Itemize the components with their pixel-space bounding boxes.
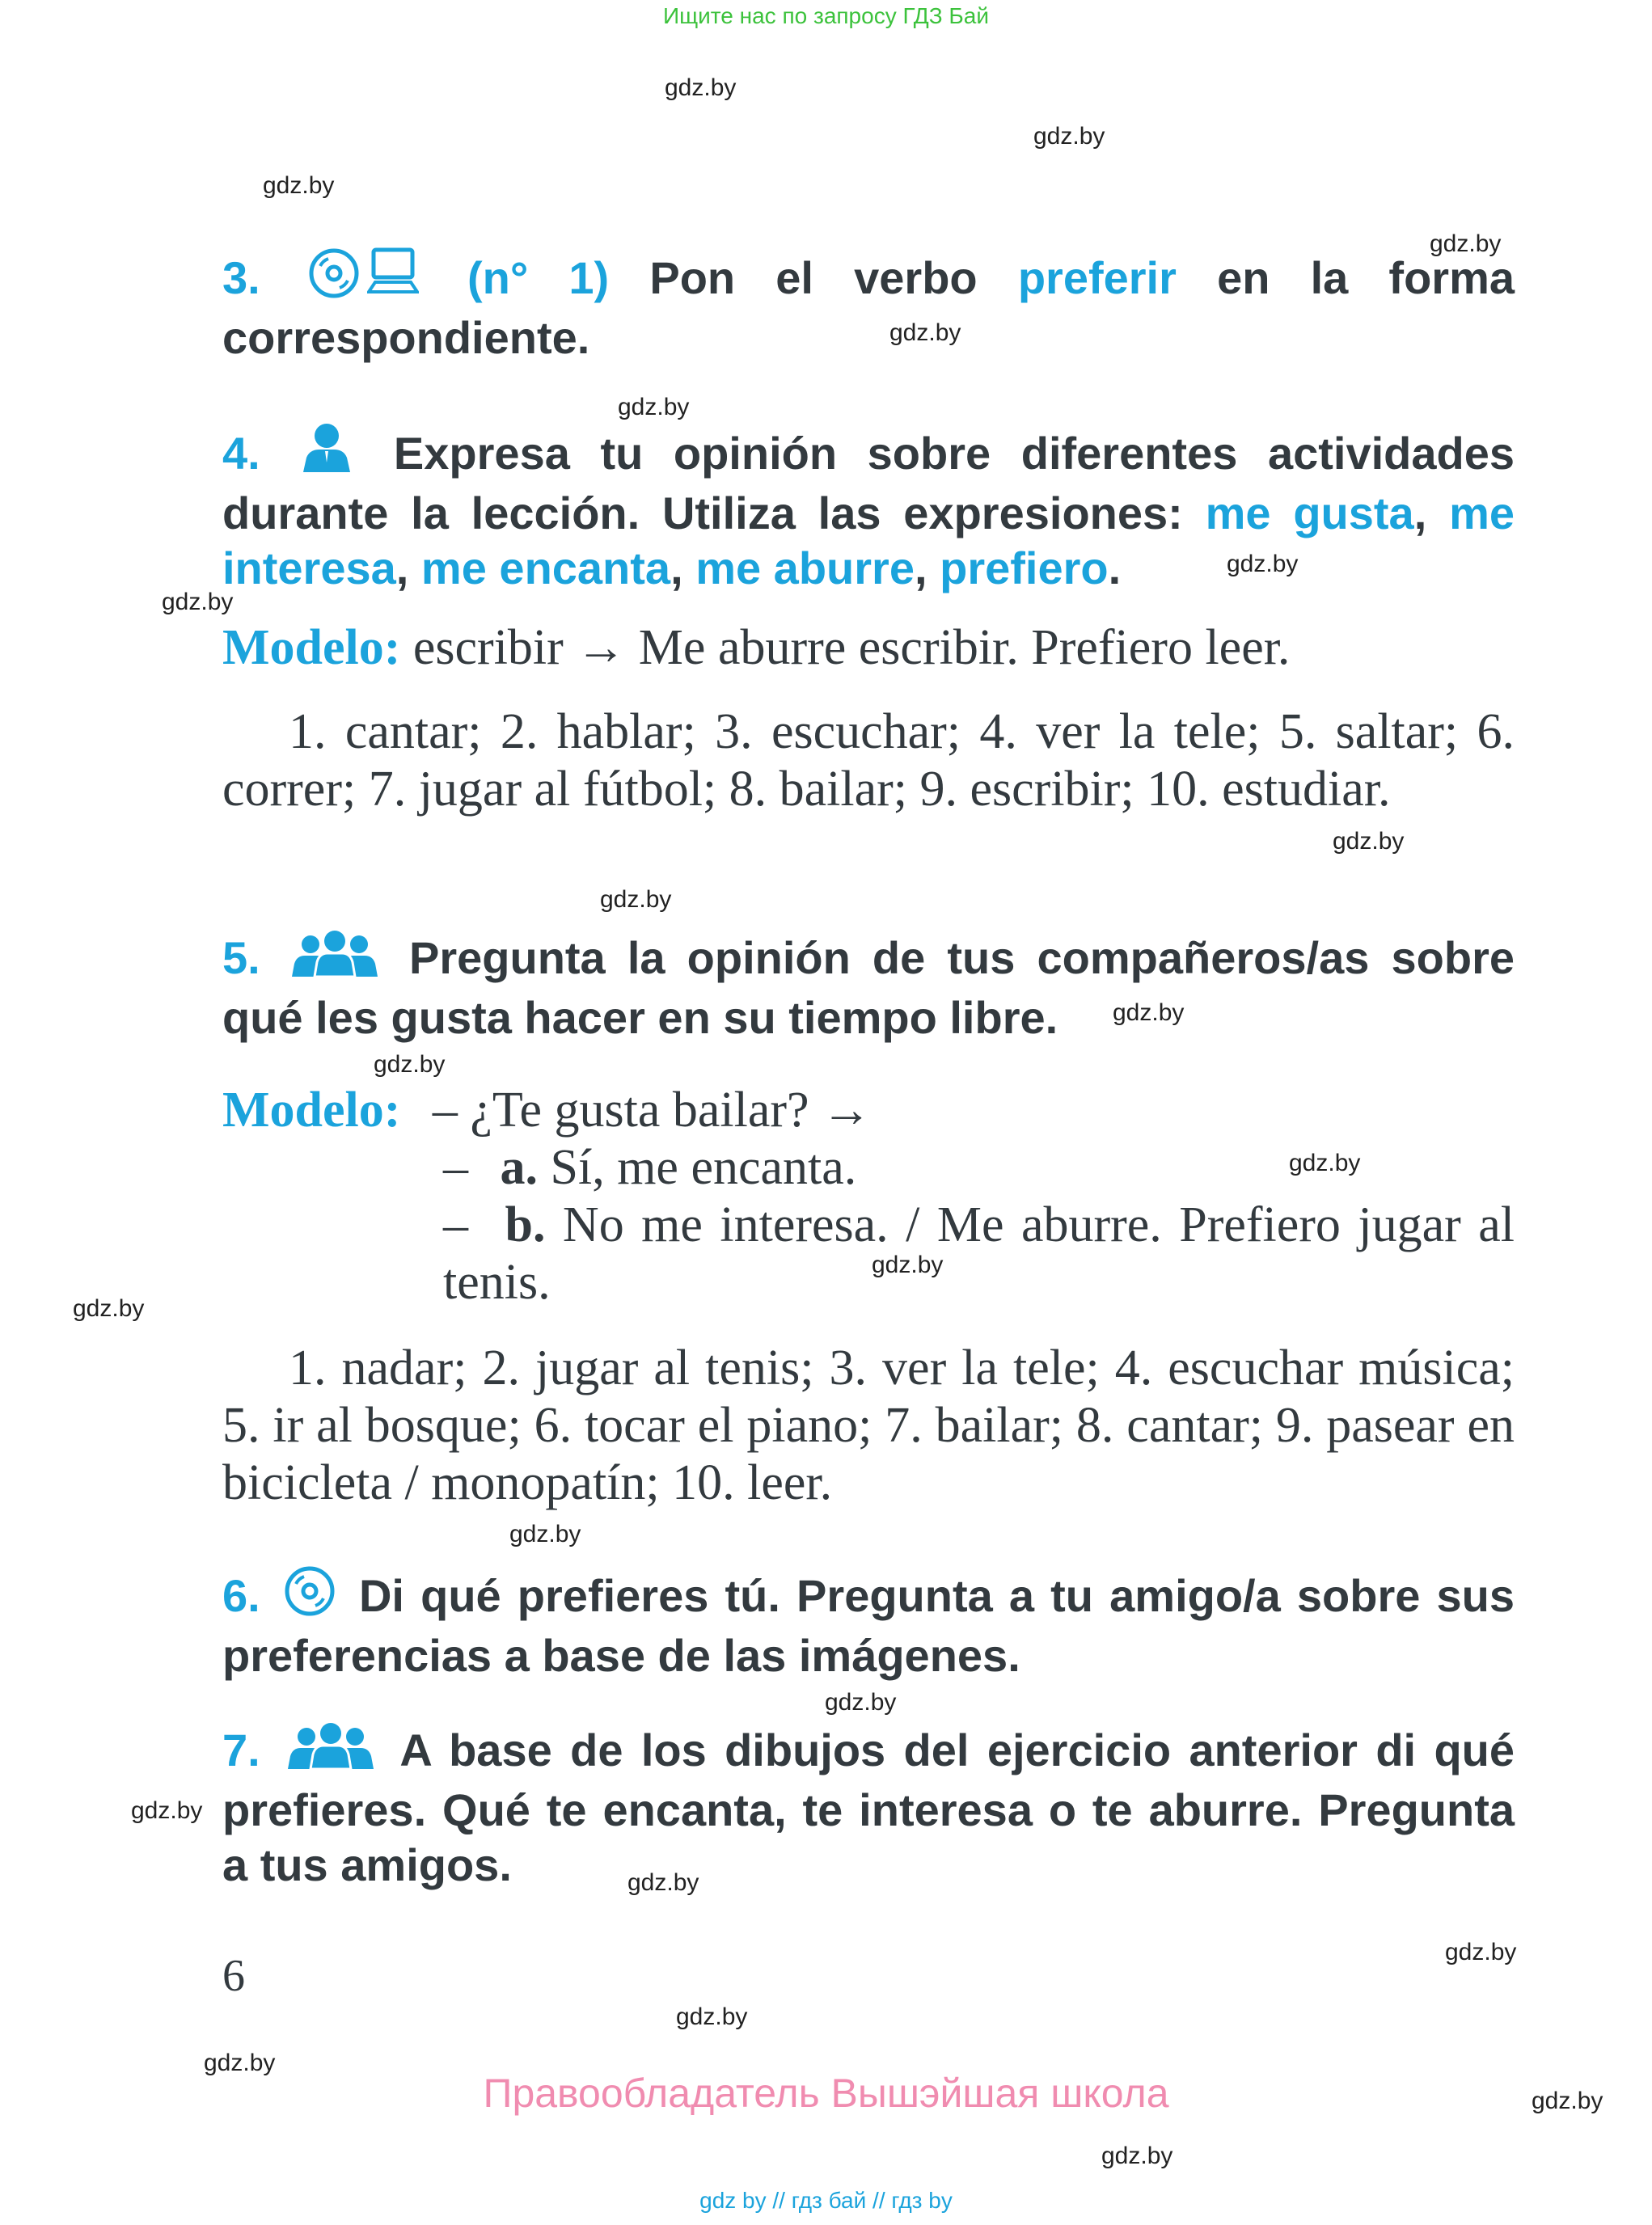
exercise-number: 4. [222,428,260,479]
watermark: gdz.by [1430,230,1502,257]
watermark: gdz.by [1532,2088,1603,2114]
watermark: gdz.by [627,1869,699,1896]
modelo-label: Modelo: [222,620,401,675]
items-ex5: 1. nadar; 2. jugar al tenis; 3. ver la tele; 4. escuchar música; 5. ir al bosque; 6. tocar el piano; 7. bailar; 8. cantar; 9. pasear en bicicleta / monopatín; 10. leer. [222,1340,1515,1510]
watermark: gdz.by [889,319,961,346]
watermark: gdz.by [374,1051,446,1078]
copyright-notice: Правообладатель Вышэйшая школа [483,2071,1169,2116]
exercise-ref: (n° 1) [467,252,610,303]
dialog-dash: – [443,1197,468,1252]
watermark: gdz.by [1227,551,1299,577]
expression: me encanta [420,543,671,593]
footer-links[interactable]: gdz by // гдз бай // гдз by [699,2188,953,2213]
modelo-ex5 [222,1082,872,1139]
modelo-text: escribir → Me aburre escribir. Prefiero leer. [412,620,1291,675]
expression: me aburre [695,543,915,593]
dialog-text: No me interesa. / Me aburre. Prefiero jugar al tenis. [443,1197,1515,1310]
expression: prefiero [940,543,1109,593]
watermark: gdz.by [1445,1939,1517,1965]
watermark: gdz.by [618,394,690,420]
dialog-dash: – [443,1140,468,1195]
watermark: gdz.by [73,1295,145,1322]
expression: me interesa [222,488,1515,593]
dialog-text: Sí, me encanta. [550,1140,857,1195]
exercise-3 [222,247,1515,365]
watermark: gdz.by [509,1521,581,1547]
page-number: 6 [222,1951,245,2001]
exercise-5 [222,930,1515,1045]
watermark: gdz.by [131,1797,203,1824]
instruction-text: Expresa tu opinión sobre diferentes actividades durante la lección. Utiliza las expresiones: [222,428,1515,538]
instruction-text: Pon el verbo [649,252,978,303]
modelo-ex4 [222,619,1515,677]
audio-disc-icon [285,1566,335,1628]
watermark: gdz.by [204,2050,276,2076]
group-icon [286,1722,375,1783]
dialog-line-b [443,1197,1515,1311]
person-icon [298,422,355,486]
exercise-6 [222,1566,1515,1683]
answer-letter: a. [500,1140,538,1195]
group-icon [290,930,379,990]
watermark: gdz.by [1101,2143,1173,2169]
watermark: gdz.by [1289,1150,1361,1176]
watermark: gdz.by [600,886,672,913]
exercise-number: 5. [222,932,260,983]
answer-letter: b. [505,1197,546,1252]
audio-disc-icon [309,248,359,310]
items-ex4: 1. cantar; 2. hablar; 3. escuchar; 4. ver la tele; 5. saltar; 6. correr; 7. jugar al fútbol; 8. bailar; 9. escribir; 10. estudiar. [222,704,1515,817]
watermark: gdz.by [665,74,737,101]
modelo-label: Modelo: [222,1083,401,1138]
watermark: gdz.by [825,1689,897,1716]
instruction-text: en la forma correspondiente. [222,252,1515,363]
watermark: gdz.by [263,172,335,199]
computer-icon [367,247,419,310]
exercise-7 [222,1722,1515,1893]
expression: me gusta [1205,488,1414,538]
highlight-verb: preferir [1017,252,1177,303]
dialog-line-a [443,1139,856,1197]
dialog-line: – ¿Te gusta bailar? → [432,1083,872,1138]
exercise-number: 7. [222,1725,260,1775]
watermark: gdz.by [1113,999,1185,1026]
watermark: gdz.by [1033,123,1105,150]
exercise-4: 4. Expresa tu opinión sobre diferentes actividades durante la lección. Utiliza las expresiones: me gusta, me interesa, me encanta, me aburre, prefiero. [222,422,1515,596]
instruction-text: A base de los dibujos del ejercicio anterior di qué prefieres. Qué te encanta, te interesa o te aburre. Pregunta a tus amigos. [222,1725,1515,1890]
watermark: gdz.by [872,1252,944,1278]
instruction-text: Pregunta la opinión de tus compañeros/as sobre qué les gusta hacer en su tiempo libre. [222,932,1515,1043]
exercise-number: 6. [222,1570,260,1621]
instruction-text: Di qué prefieres tú. Pregunta a tu amigo/a sobre sus preferencias a base de las imágenes. [222,1570,1515,1681]
watermark: gdz.by [1333,828,1405,855]
top-banner: Ищите нас по запросу ГДЗ Бай [662,3,990,28]
watermark: gdz.by [162,589,234,615]
watermark: gdz.by [676,2003,748,2030]
exercise-number: 3. [222,252,260,303]
